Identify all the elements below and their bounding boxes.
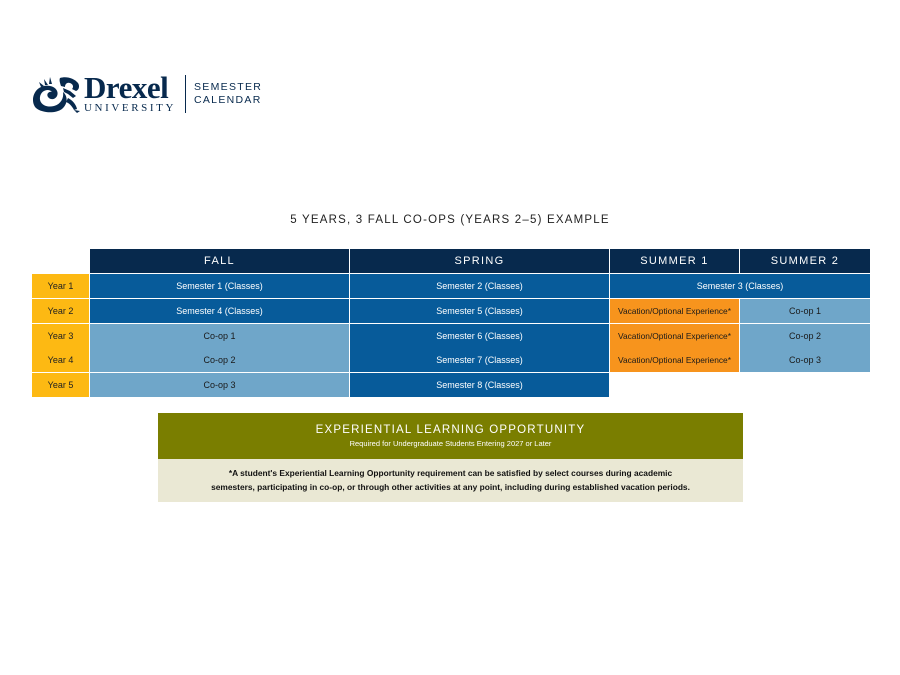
dragon-icon bbox=[30, 74, 82, 114]
elo-note-line-2: semesters, participating in co-op, or through other activities at any point, including during established vacation periods. bbox=[211, 482, 690, 492]
table-cell-summer-1: Vacation/Optional Experience* bbox=[610, 324, 739, 348]
table-cell-summer-1: Vacation/Optional Experience* bbox=[610, 299, 739, 323]
table-cell-spring: Semester 6 (Classes) bbox=[350, 324, 609, 348]
logo-university: UNIVERSITY bbox=[84, 102, 176, 114]
table-cell-summer-2: Co-op 1 bbox=[740, 299, 870, 323]
subtitle-line-1: SEMESTER bbox=[194, 81, 263, 93]
elo-subtitle: Required for Undergraduate Students Entering 2027 or Later bbox=[349, 439, 552, 448]
table-cell-summer: Semester 3 (Classes) bbox=[610, 274, 870, 298]
logo-word: Drexel bbox=[84, 70, 169, 105]
table-cell-fall: Semester 4 (Classes) bbox=[90, 299, 349, 323]
year-label: Year 4 bbox=[32, 348, 89, 372]
column-header-fall: FALL bbox=[90, 249, 349, 273]
column-header-summer-1: SUMMER 1 bbox=[610, 249, 739, 273]
elo-note-line-1: *A student's Experiential Learning Opportunity requirement can be satisfied by select courses during academic bbox=[228, 468, 673, 478]
table-cell-summer-2: Co-op 3 bbox=[740, 348, 870, 372]
calendar-table bbox=[32, 249, 870, 397]
table-cell-fall: Co-op 2 bbox=[90, 348, 349, 372]
elo-title: EXPERIENTIAL LEARNING OPPORTUNITY bbox=[315, 424, 586, 436]
table-cell-spring: Semester 2 (Classes) bbox=[350, 274, 609, 298]
table-cell-summer-1: Vacation/Optional Experience* bbox=[610, 348, 739, 372]
wordmark bbox=[84, 70, 176, 114]
column-header-summer-2: SUMMER 2 bbox=[740, 249, 870, 273]
table-cell-spring: Semester 5 (Classes) bbox=[350, 299, 609, 323]
elo-header bbox=[158, 413, 743, 459]
page-title: 5 YEARS, 3 FALL CO-OPS (YEARS 2–5) EXAMPLE bbox=[290, 214, 610, 226]
table-cell-summer-2: Co-op 2 bbox=[740, 324, 870, 348]
table-cell-fall: Semester 1 (Classes) bbox=[90, 274, 349, 298]
logo-divider bbox=[185, 75, 186, 113]
year-label: Year 1 bbox=[32, 274, 89, 298]
table-cell-fall: Co-op 3 bbox=[90, 373, 349, 397]
subtitle-line-2: CALENDAR bbox=[194, 94, 262, 106]
table-cell-fall: Co-op 1 bbox=[90, 324, 349, 348]
table-cell-spring: Semester 8 (Classes) bbox=[350, 373, 609, 397]
table-cell-spring: Semester 7 (Classes) bbox=[350, 348, 609, 372]
year-label: Year 3 bbox=[32, 324, 89, 348]
drexel-logo bbox=[30, 72, 262, 116]
elo-note bbox=[158, 459, 743, 502]
elo-box bbox=[158, 413, 743, 502]
year-label: Year 2 bbox=[32, 299, 89, 323]
column-header-spring: SPRING bbox=[350, 249, 609, 273]
year-label: Year 5 bbox=[32, 373, 89, 397]
logo-subtitle bbox=[194, 81, 262, 107]
